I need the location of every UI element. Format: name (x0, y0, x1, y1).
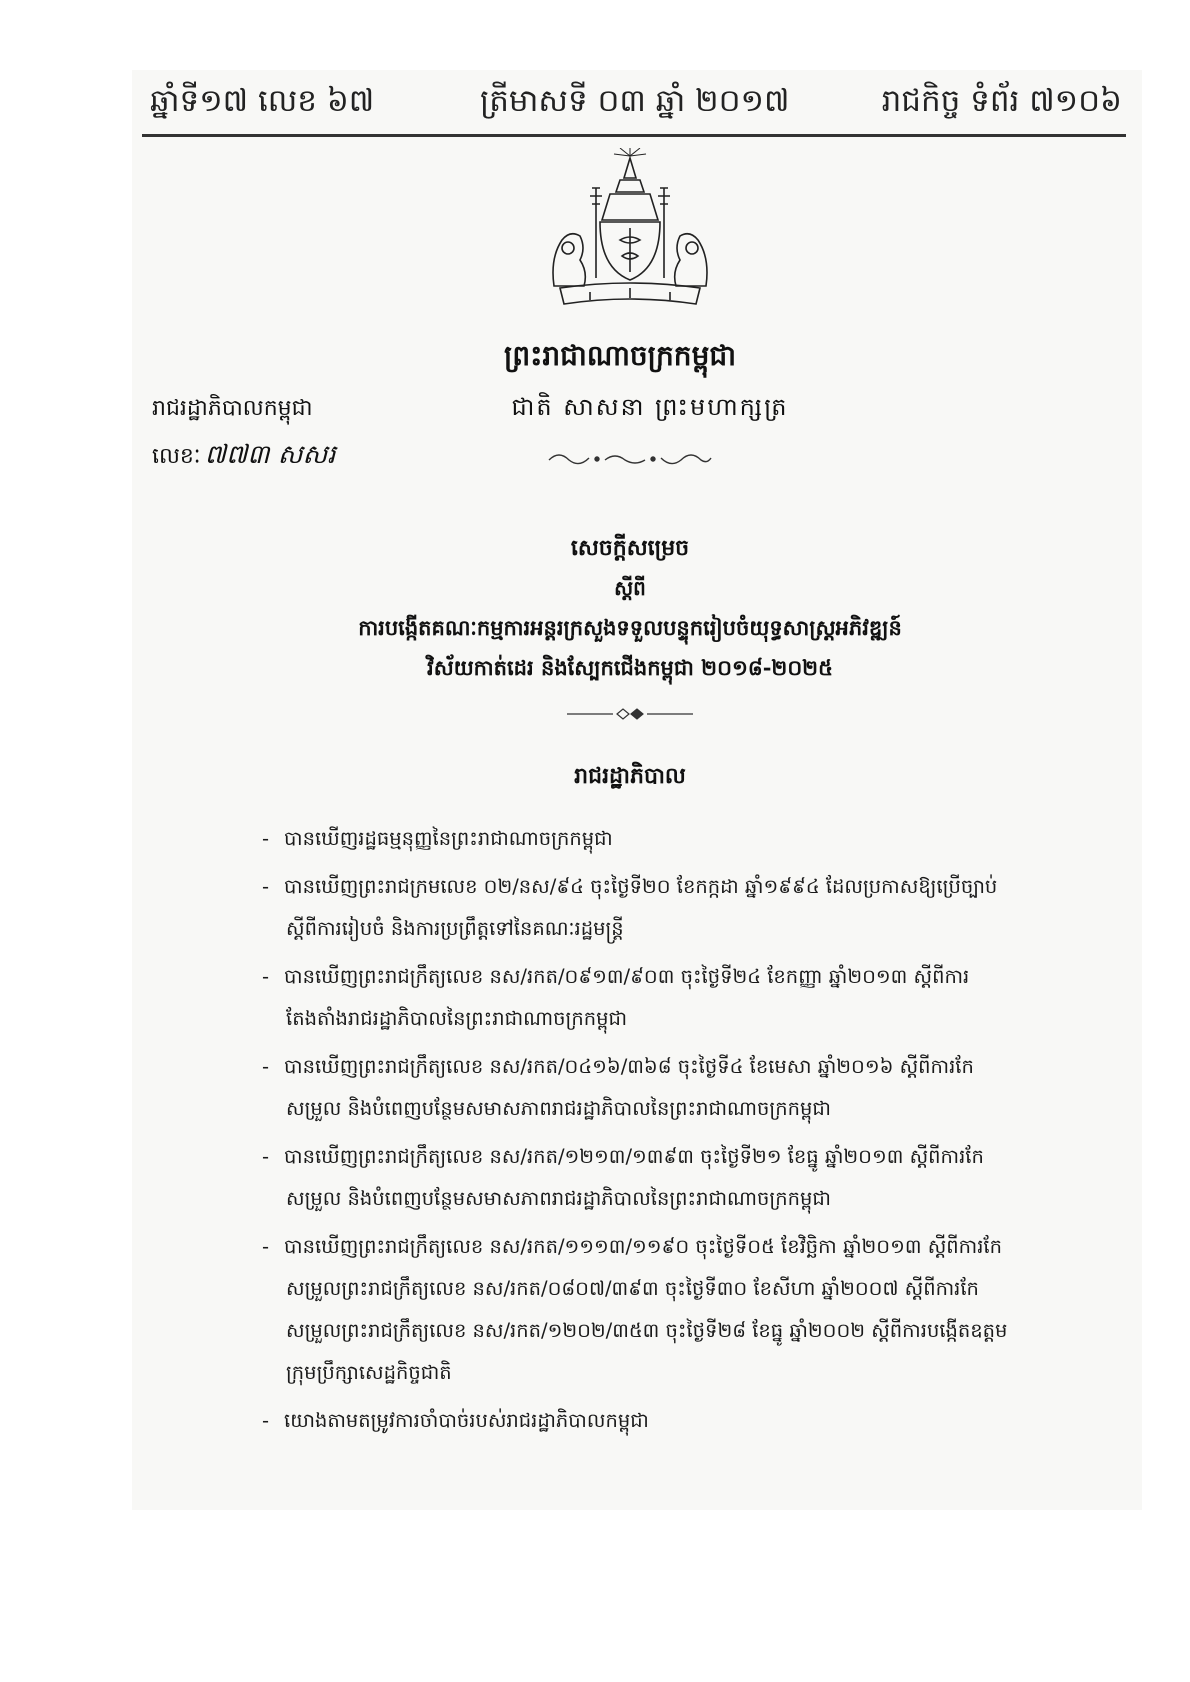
recital-line: សម្រួលព្រះរាជក្រឹត្យលេខ នស/រកត/០៨០៧/៣៩៣ ចុះថ្ងៃទី៣០ ខែសីហា ឆ្នាំ២០០៧ ស្តីពីការកែ (286, 1277, 979, 1300)
government-label: រាជរដ្ឋាភិបាលកម្ពុជា (152, 396, 313, 421)
gazette-quarter: ត្រីមាសទី ០៣ ឆ្នាំ ២០១៧ (480, 83, 790, 119)
recital-dash: - (262, 875, 270, 898)
recital-item (262, 1136, 1072, 1220)
gazette-issue: ឆ្នាំទី១៧ លេខ ៦៧ (150, 83, 375, 119)
decision-subject-line-2: វិស័យកាត់ដេរ និងស្បែកជើងកម្ពុជា ២០១៨-២០២៥ (427, 655, 833, 680)
national-motto: ជាតិ សាសនា ព្រះមហាក្សត្រ (511, 393, 789, 421)
gazette-header (150, 82, 1122, 128)
gazette-page-number: រាជកិច្ច ទំព័រ ៧១០៦ (881, 83, 1122, 119)
recitals-list (262, 818, 1072, 1448)
recital-dash: - (262, 965, 270, 988)
decision-heading: សេចក្តីសម្រេច (570, 535, 690, 561)
recital-line: បានឃើញព្រះរាជក្រឹត្យលេខ នស/រកត/០៤១៦/៣៦៨ ចុះថ្ងៃទី៤ ខែមេសា ឆ្នាំ២០១៦ ស្តីពីការកែ (284, 1055, 974, 1078)
recital-item (262, 866, 1072, 950)
issuing-authority: រាជរដ្ឋាភិបាល (574, 763, 686, 789)
recital-item (262, 956, 1072, 1040)
document-number (152, 438, 336, 476)
kingdom-title: ព្រះរាជាណាចក្រកម្ពុជា (503, 339, 736, 372)
recital-line: បានឃើញព្រះរាជក្រមលេខ ០២/នស/៩៤ ចុះថ្ងៃទី២០ ខែកក្កដា ឆ្នាំ១៩៩៤ ដែលប្រកាសឱ្យប្រើច្បាប់ (284, 875, 998, 898)
recital-line: បានឃើញព្រះរាជក្រឹត្យលេខ នស/រកត/១១១៣/១១៩០ ចុះថ្ងៃទី០៥ ខែវិច្ឆិកា ឆ្នាំ២០១៣ ស្តីពីការកែ (284, 1235, 1002, 1258)
decision-title (240, 528, 1020, 688)
recital-line: សម្រួល និងបំពេញបន្ថែមសមាសភាពរាជរដ្ឋាភិបាលនៃព្រះរាជាណាចក្រកម្ពុជា (286, 1097, 831, 1120)
recital-item (262, 1400, 1072, 1442)
header-rule (142, 134, 1126, 137)
recital-line: ក្រុមប្រឹក្សាសេដ្ឋកិច្ចជាតិ (286, 1361, 452, 1384)
recital-item (262, 1046, 1072, 1130)
recital-line: ស្តីពីការរៀបចំ និងការប្រព្រឹត្តទៅនៃគណៈរដ្ឋមន្ត្រី (286, 917, 624, 940)
recital-dash: - (262, 1055, 270, 1078)
recital-dash: - (262, 1235, 270, 1258)
recital-line: បានឃើញព្រះរាជក្រឹត្យលេខ នស/រកត/១២១៣/១៣៩៣ ចុះថ្ងៃទី២១ ខែធ្នូ ឆ្នាំ២០១៣ ស្តីពីការកែ (284, 1145, 984, 1168)
recital-item (262, 818, 1072, 860)
recital-line: សម្រួលព្រះរាជក្រឹត្យលេខ នស/រកត/១២០២/៣៥៣ ចុះថ្ងៃទី២៨ ខែធ្នូ ឆ្នាំ២០០២ ស្តីពីការបង្កើតឧត្តម (286, 1319, 1008, 1342)
recital-line: បានឃើញរដ្ឋធម្មនុញ្ញនៃព្រះរាជាណាចក្រកម្ពុជា (284, 827, 613, 850)
recital-item (262, 1226, 1072, 1394)
decision-on: ស្តីពី (614, 576, 646, 600)
recital-line: សម្រួល និងបំពេញបន្ថែមសមាសភាពរាជរដ្ឋាភិបាលនៃព្រះរាជាណាចក្រកម្ពុជា (286, 1187, 831, 1210)
decision-subject-line-1: ការបង្កើតគណៈកម្មការអន្តរក្រសួងទទួលបន្ទុករៀបចំយុទ្ធសាស្ត្រអភិវឌ្ឍន៍ (358, 615, 902, 640)
recital-dash: - (262, 1409, 270, 1432)
recital-line: តែងតាំងរាជរដ្ឋាភិបាលនៃព្រះរាជាណាចក្រកម្ពុជា (286, 1007, 628, 1030)
recital-dash: - (262, 827, 270, 850)
document-number-label: លេខៈ (152, 444, 201, 469)
ornamental-divider-icon (565, 706, 695, 722)
document-number-value: ៧៧៣ សសរ (204, 440, 336, 470)
royal-coat-of-arms-icon (540, 148, 720, 318)
recital-line: យោងតាមតម្រូវការចាំបាច់របស់រាជរដ្ឋាភិបាលកម្ពុជា (284, 1409, 649, 1432)
recital-line: បានឃើញព្រះរាជក្រឹត្យលេខ នស/រកត/០៩១៣/៩០៣ ចុះថ្ងៃទី២៤ ខែកញ្ញា ឆ្នាំ២០១៣ ស្តីពីការ (284, 965, 970, 988)
ornamental-flourish-icon (545, 448, 715, 470)
recital-dash: - (262, 1145, 270, 1168)
